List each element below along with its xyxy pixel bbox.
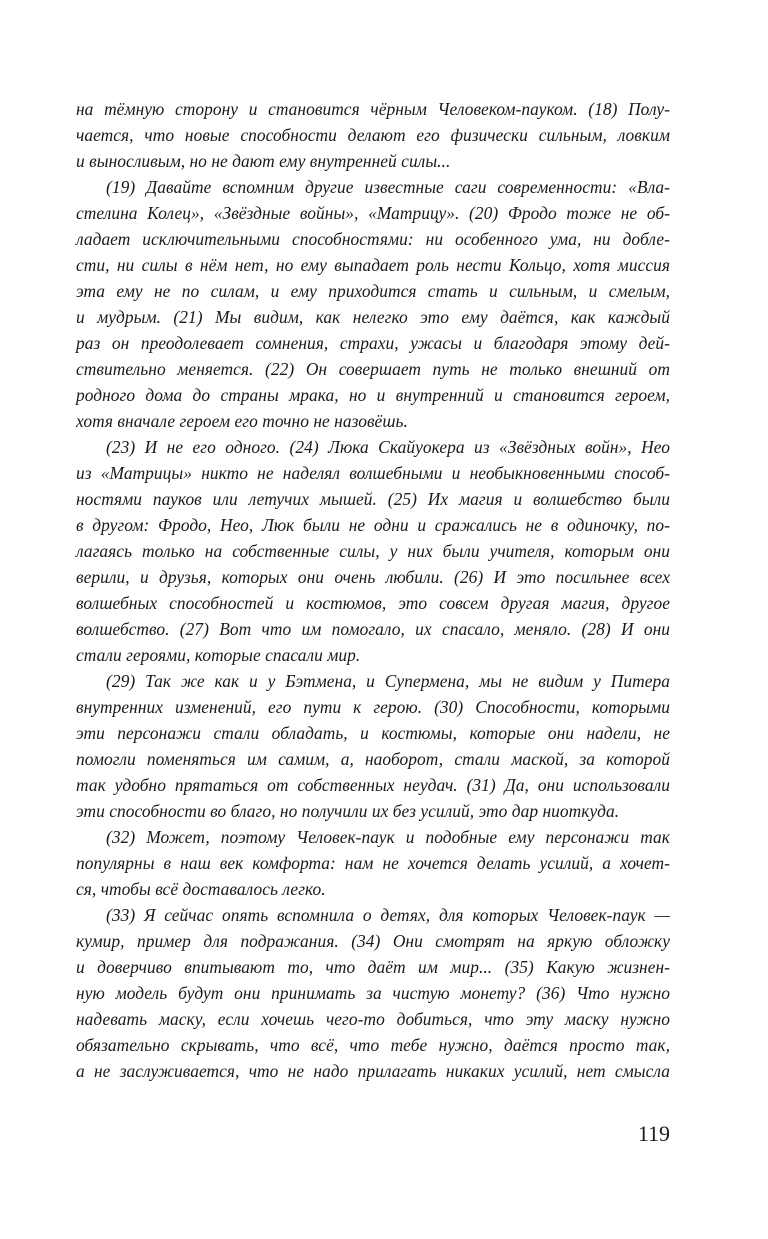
text-line: и доверчиво впитывают то, что даёт им мир... (35) Какую жизнен- bbox=[76, 957, 670, 977]
text-line: стали героями, которые спасали мир. bbox=[76, 645, 361, 665]
text-line: и выносливым, но не дают ему внутренней силы... bbox=[76, 151, 451, 171]
text-line: лагаясь только на собственные силы, у них были учителя, которым они bbox=[76, 541, 670, 561]
text-line: хотя вначале героем его точно не назовёшь. bbox=[76, 411, 408, 431]
text-line: и мудрым. (21) Мы видим, как нелегко это ему даётся, как каждый bbox=[76, 307, 670, 327]
page-body bbox=[76, 96, 670, 1084]
paragraph-first-line: (32) Может, поэтому Человек-паук и подобные ему персонажи так bbox=[106, 827, 670, 847]
text-line: кумир, пример для подражания. (34) Они смотрят на яркую обложку bbox=[76, 931, 670, 951]
paragraph-first-line: (23) И не его одного. (24) Люка Скайуокера из «Звёздных войн», Нео bbox=[106, 437, 670, 457]
paragraph-first-line: (33) Я сейчас опять вспомнила о детях, для которых Человек-паук — bbox=[106, 905, 670, 925]
text-line: эти способности во благо, но получили их без усилий, это дар ниоткуда. bbox=[76, 801, 620, 821]
text-line: раз он преодолевает сомнения, страхи, ужасы и благодаря этому дей- bbox=[76, 333, 670, 353]
text-line: в другом: Фродо, Нео, Люк были не одни и сражались не в одиночку, по- bbox=[76, 515, 670, 535]
text-line: волшебных способностей и костюмов, это совсем другая магия, другое bbox=[76, 593, 670, 613]
text-line: на тёмную сторону и становится чёрным Человеком-пауком. (18) Полу- bbox=[76, 99, 670, 119]
paragraph-first-line: (29) Так же как и у Бэтмена, и Супермена, мы не видим у Питера bbox=[106, 671, 670, 691]
text-line: популярны в наш век комфорта: нам не хочется делать усилий, а хочет- bbox=[76, 853, 670, 873]
page-number: 119 bbox=[637, 1121, 670, 1146]
text-line: надевать маску, если хочешь чего-то добиться, что эту маску нужно bbox=[76, 1009, 670, 1029]
text-line: эта ему не по силам, и ему приходится стать и сильным, и смелым, bbox=[76, 281, 670, 301]
text-line: помогли поменяться им самим, а, наоборот, стали маской, за которой bbox=[76, 749, 670, 769]
text-line: обязательно скрывать, что всё, что тебе нужно, даётся просто так, bbox=[76, 1035, 670, 1055]
text-line: эти персонажи стали обладать, и костюмы, которые они надели, не bbox=[76, 723, 670, 743]
text-line: волшебство. (27) Вот что им помогало, их спасало, меняло. (28) И они bbox=[76, 619, 670, 639]
text-line: из «Матрицы» никто не наделял волшебными и необыкновенными способ- bbox=[76, 463, 670, 483]
text-line: ся, чтобы всё доставалось легко. bbox=[76, 879, 326, 899]
text-line: верили, и друзья, которых они очень любили. (26) И это посильнее всех bbox=[76, 567, 670, 587]
text-line: ностями пауков или летучих мышей. (25) Их магия и волшебство были bbox=[76, 489, 670, 509]
text-line: так удобно прятаться от собственных неудач. (31) Да, они использовали bbox=[76, 775, 670, 795]
text-line: стелина Колец», «Звёздные войны», «Матрицу». (20) Фродо тоже не об- bbox=[76, 203, 670, 223]
text-line: сти, ни силы в нём нет, но ему выпадает роль нести Кольцо, хотя миссия bbox=[76, 255, 670, 275]
text-line: а не заслуживается, что не надо прилагать никаких усилий, нет смысла bbox=[76, 1061, 670, 1081]
text-line: ную модель будут они принимать за чистую монету? (36) Что нужно bbox=[76, 983, 670, 1003]
text-line: родного дома до страны мрака, но и внутренний и становится героем, bbox=[76, 385, 670, 405]
text-line: чается, что новые способности делают его физически сильным, ловким bbox=[76, 125, 670, 145]
paragraph-first-line: (19) Давайте вспомним другие известные саги современности: «Вла- bbox=[106, 177, 670, 197]
text-line: внутренних изменений, его пути к герою. (30) Способности, которыми bbox=[76, 697, 670, 717]
text-line: ствительно меняется. (22) Он совершает путь не только внешний от bbox=[76, 359, 670, 379]
text-line: ладает исключительными способностями: ни особенного ума, ни добле- bbox=[76, 229, 670, 249]
